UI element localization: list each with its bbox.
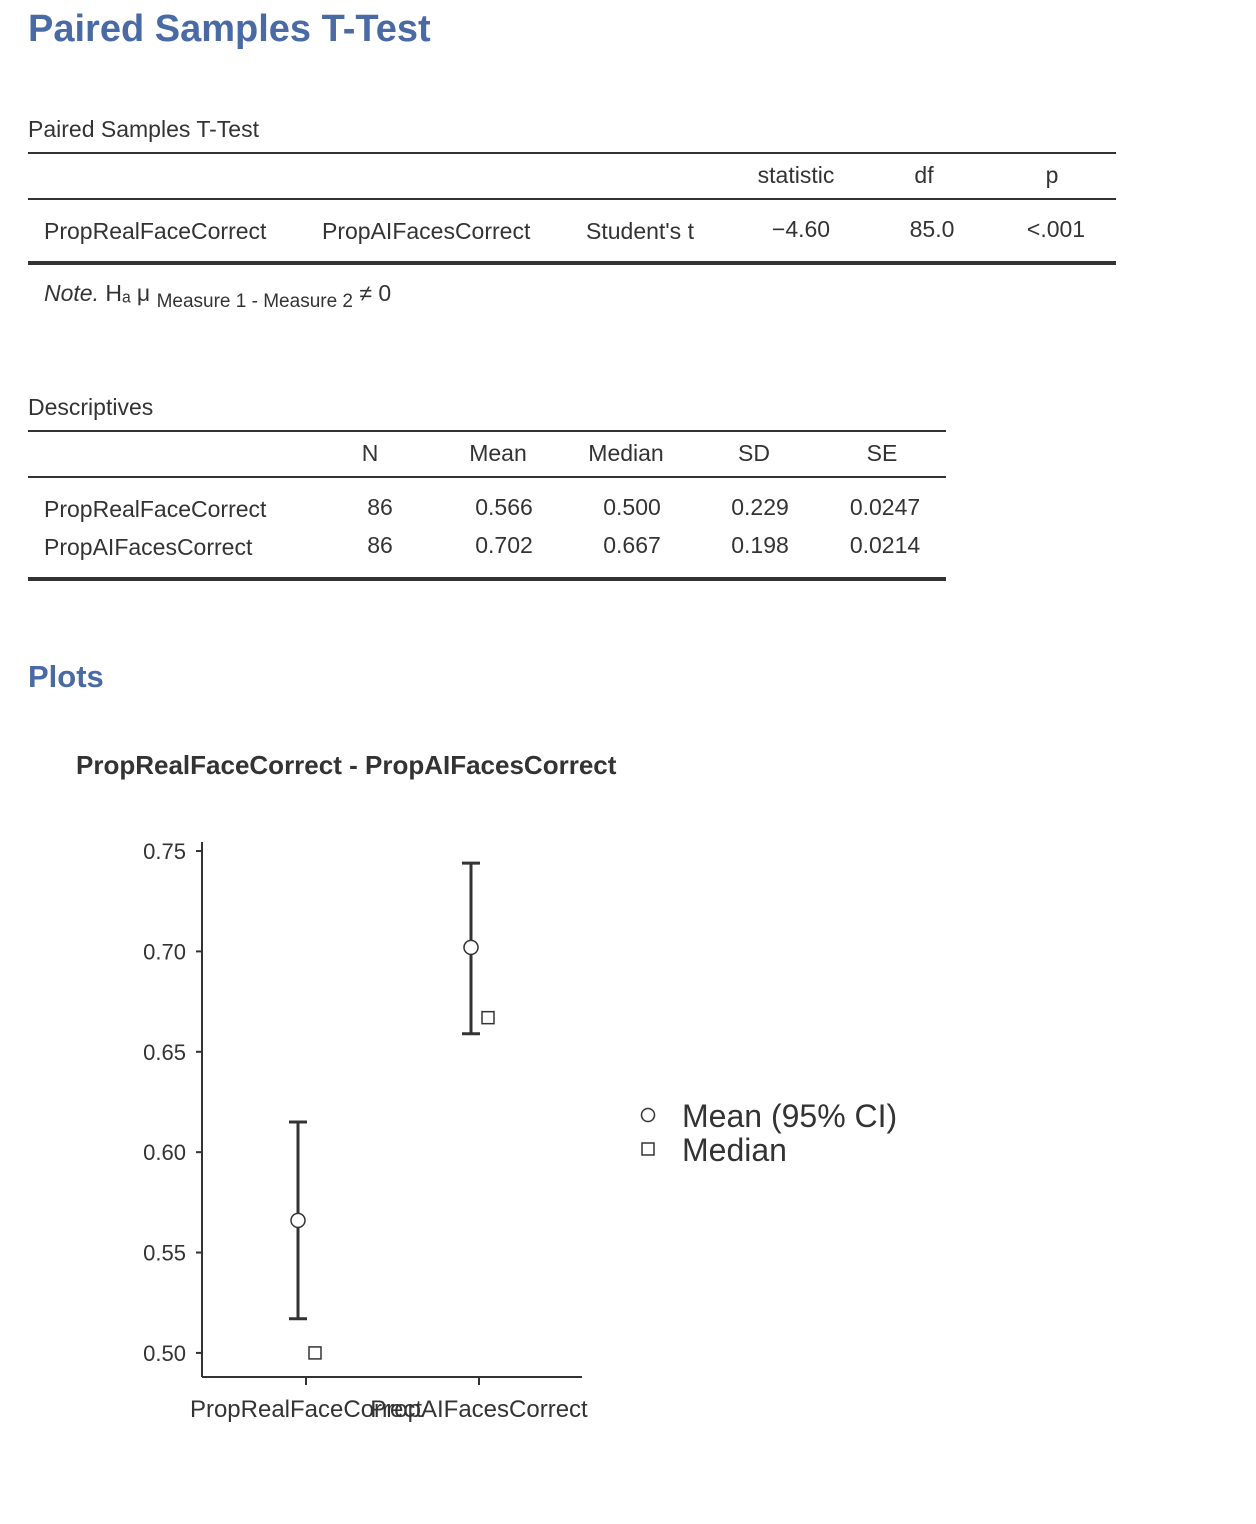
note-hypothesis: Hₐ μ bbox=[105, 280, 151, 306]
ttest-table-title: Paired Samples T-Test bbox=[28, 116, 259, 142]
page-title: Paired Samples T-Test bbox=[28, 8, 431, 50]
mean-point bbox=[291, 1213, 305, 1227]
y-tick-label: 0.65 bbox=[143, 1039, 186, 1065]
descriptives-table-title: Descriptives bbox=[28, 394, 154, 420]
descriptives-header-se: SE bbox=[866, 440, 898, 466]
descriptives-row-mean: 0.566 bbox=[475, 494, 533, 520]
y-tick-label: 0.75 bbox=[143, 839, 186, 865]
descriptives-header-mean: Mean bbox=[469, 440, 527, 466]
ttest-header-statistic: statistic bbox=[757, 162, 835, 188]
descriptives-row-sd: 0.198 bbox=[731, 532, 789, 558]
median-point bbox=[309, 1347, 321, 1359]
plots-heading: Plots bbox=[28, 659, 104, 694]
y-tick-label: 0.70 bbox=[143, 939, 186, 965]
descriptives-row-sd: 0.229 bbox=[731, 494, 789, 520]
y-tick-label: 0.60 bbox=[143, 1140, 186, 1166]
descriptives-row-n: 86 bbox=[367, 532, 393, 558]
legend-mean-marker bbox=[642, 1109, 655, 1122]
x-tick-label: PropRealFaceCorrect bbox=[189, 1396, 423, 1423]
chart-legend bbox=[642, 1098, 898, 1168]
mean-point bbox=[464, 940, 478, 954]
ttest-p-value: <.001 bbox=[1026, 216, 1086, 242]
descriptives-header-n: N bbox=[361, 440, 379, 466]
descriptives-row-median: 0.500 bbox=[603, 494, 661, 520]
descriptives-row-median: 0.667 bbox=[603, 532, 661, 558]
descriptives-row-mean: 0.702 bbox=[475, 532, 533, 558]
ttest-df-value: 85.0 bbox=[909, 216, 955, 242]
ttest-measure1: PropRealFaceCorrect bbox=[44, 218, 267, 244]
legend-median-marker bbox=[642, 1143, 654, 1155]
ttest-test-type: Student's t bbox=[586, 218, 694, 244]
note-label: Note. bbox=[44, 280, 99, 306]
descriptives-header-sd: SD bbox=[738, 440, 770, 466]
descriptives-row-se: 0.0247 bbox=[849, 494, 921, 520]
descriptives-header-median: Median bbox=[588, 440, 664, 466]
descriptives-row-se: 0.0214 bbox=[849, 532, 921, 558]
ttest-measure2: PropAIFacesCorrect bbox=[322, 218, 531, 244]
note-tail: ≠ 0 bbox=[359, 280, 392, 306]
ttest-statistic-value: −4.60 bbox=[771, 216, 831, 242]
descriptives-row-name: PropAIFacesCorrect bbox=[44, 534, 253, 560]
ttest-header-df: df bbox=[914, 162, 934, 188]
x-tick-label: PropAIFacesCorrect bbox=[370, 1396, 588, 1423]
note-subscript: Measure 1 - Measure 2 bbox=[156, 291, 353, 312]
plot-title: PropRealFaceCorrect - PropAIFacesCorrect bbox=[76, 750, 617, 780]
legend-mean-label: Mean (95% CI) bbox=[682, 1098, 898, 1134]
descriptives-row-n: 86 bbox=[367, 494, 393, 520]
y-tick-label: 0.55 bbox=[143, 1240, 186, 1266]
legend-median-label: Median bbox=[682, 1132, 787, 1168]
ttest-header-p: p bbox=[1045, 162, 1059, 188]
descriptives-row-name: PropRealFaceCorrect bbox=[44, 496, 267, 522]
y-tick-label: 0.50 bbox=[143, 1340, 186, 1366]
median-point bbox=[482, 1012, 494, 1024]
